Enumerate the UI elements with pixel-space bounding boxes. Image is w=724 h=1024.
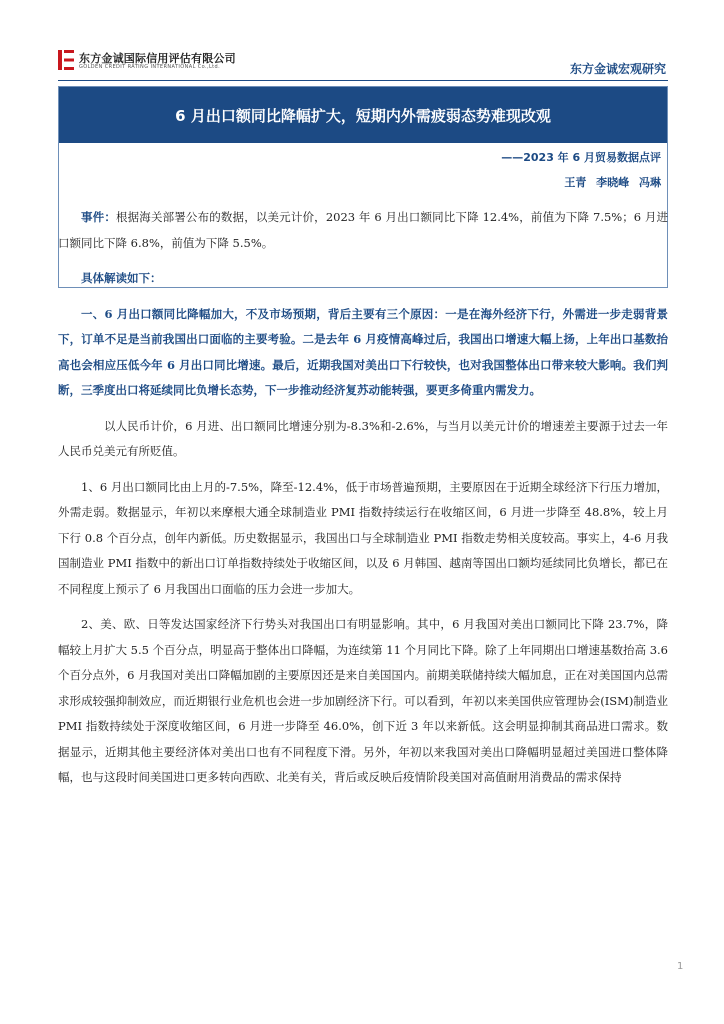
rmb-paragraph: 以人民币计价，6 月进、出口额同比增速分别为-8.3%和-2.6%，与当月以美元计价的增速差主要源于过去一年人民币兑美元有所贬值。: [58, 418, 668, 458]
header-divider: [58, 80, 668, 81]
event-text: 根据海关部署公布的数据，以美元计价，2023 年 6 月出口额同比下降 12.4%，前值为下降 7.5%；6 月进口额同比下降 6.8%，前值为下降 5.5%。: [58, 210, 669, 250]
event-paragraph: [58, 205, 668, 256]
authors: 王青 李晓峰 冯琳: [564, 176, 661, 189]
event-label: 事件：: [81, 210, 116, 224]
company-name-english: GOLDEN CREDIT RATING INTERNATIONAL Co.,Ltd.: [79, 64, 221, 70]
report-title: 6 月出口额同比降幅扩大，短期内外需疲弱态势难现改观: [175, 106, 551, 125]
company-logo-icon: [58, 50, 74, 70]
report-subtitle: ——2023 年 6 月贸易数据点评: [501, 151, 661, 164]
paragraph-1: 1、6 月出口额同比由上月的-7.5%，降至-12.4%，低于市场普遍预期，主要原因在于近期全球经济下行压力增加，外需走弱。数据显示，年初以来摩根大通全球制造业 PMI 指数持续运行在收缩区间，6 月进一步降至 48.8%，较上月下行 0.8 个百分点，创年内新低。历史数据显示，我国出口与全球制造业 PMI 指数走势相关度较高。事实上，4-6 月我国制造业 PMI 指数中的新出口订单指数持续处于收缩区间，以及 6 月韩国、越南等国出口额均延续同比负增长，都已在不同程度上预示了 6 月我国出口面临的压力会进一步加大。: [58, 479, 668, 596]
report-body: [58, 205, 668, 801]
paragraph-2: 2、美、欧、日等发达国家经济下行势头对我国出口有明显影响。其中，6 月我国对美出口额同比下降 23.7%，降幅较上月扩大 5.5 个百分点，明显高于整体出口降幅，为连续第 11 个月同比下降。除了上年同期出口增速基数抬高 3.6 个百分点外，6 月我国对美出口降幅加剧的主要原因还是来自美国国内。前期美联储持续大幅加息，正在对美国国内总需求形成较强抑制效应，而近期银行业危机也会进一步加剧经济下行。可以看到，年初以来美国供应管理协会(ISM)制造业 PMI 指数持续处于深度收缩区间，6 月进一步降至 46.0%，创下近 3 年以来新低。这会明显抑制其商品进口需求。数据显示，近期其他主要经济体对美出口也有不同程度下滑。另外，年初以来我国对美出口降幅明显超过美国进口整体降幅，也与这段时间美国进口更多转向西欧、北美有关，背后或反映后疫情阶段美国对高值耐用消费品的需求保持: [58, 617, 668, 784]
interpret-heading-text: 具体解读如下：: [81, 271, 162, 285]
page-header: [0, 0, 724, 90]
series-label: 东方金诚宏观研究: [569, 62, 666, 76]
company-name: 东方金诚国际信用评估有限公司: [79, 52, 236, 65]
point1-summary: 一、6 月出口额同比降幅加大，不及市场预期，背后主要有三个原因：一是在海外经济下行，外需进一步走弱背景下，订单不足是当前我国出口面临的主要考验。二是去年 6 月疫情高峰过后，我国出口增速大幅上扬，上年出口基数抬高也会相应压低今年 6 月出口同比增速。最后，近期我国对美出口下行较快，也对我国整体出口带来较大影响。我们判断，三季度出口将延续同比负增长态势，下一步推动经济复苏动能转强，要更多倚重内需发力。: [58, 306, 668, 397]
title-band: [59, 87, 667, 143]
interpret-heading: [58, 266, 668, 292]
page-number: 1: [677, 961, 684, 972]
